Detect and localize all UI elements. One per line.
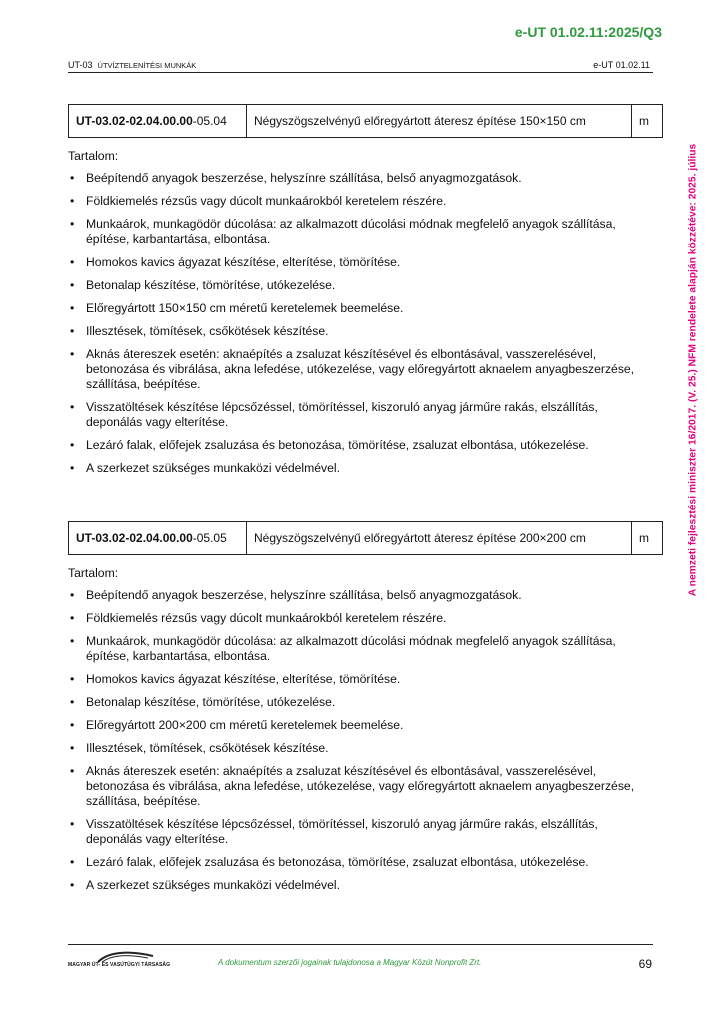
item-code: UT-03.02-02.04.00.00 (76, 114, 193, 128)
chapter-code: UT-03 (68, 60, 93, 70)
running-header-right: e-UT 01.02.11 (593, 60, 650, 70)
contents-label: Tartalom: (68, 149, 119, 163)
document-code: e-UT 01.02.11:2025/Q3 (514, 24, 662, 40)
list-item: • Földkiemelés rézsűs vagy dúcolt munkaárokból keretelem részére. (68, 611, 656, 626)
list-item: • Munkaárok, munkagödör dúcolása: az alkalmazott dúcolási módnak megfelelő anyagok szállítása, építése, karbantartása, elbontása. (68, 217, 656, 247)
list-item: • Illesztések, tömítések, csőkötések készítése. (68, 324, 656, 339)
list-item: • Beépítendő anyagok beszerzése, helyszínre szállítása, belső anyagmozgatások. (68, 588, 656, 603)
contents-list (68, 171, 663, 476)
running-header-left (68, 60, 196, 70)
item-code-suffix: -05.05 (192, 531, 227, 545)
header-divider (68, 72, 653, 73)
item-section-1 (68, 104, 663, 476)
list-item: • Homokos kavics ágyazat készítése, elterítése, tömörítése. (68, 672, 656, 687)
list-item: • Betonalap készítése, tömörítése, utókezelése. (68, 278, 656, 293)
item-code-suffix: -05.04 (192, 114, 227, 128)
item-section-2 (68, 521, 663, 893)
item-code-cell (69, 522, 247, 555)
item-title: Négyszögszelvényű előregyártott áteresz építése 150×150 cm (247, 105, 632, 138)
page-number: 69 (638, 957, 652, 971)
list-item: • Visszatöltések készítése lépcsőzéssel, tömörítéssel, kiszoruló anyag járműre rakás, elszállítás, deponálás vagy elterítése. (68, 400, 656, 430)
side-publication-text: A nemzeti fejlesztési miniszter 16/2017. (V. 25.) NFM rendelete alapján közzétéve: 2025. július (687, 143, 699, 597)
item-header-table (68, 104, 663, 138)
company-logo (68, 950, 171, 972)
list-item: • Földkiemelés rézsűs vagy dúcolt munkaárokból keretelem részére. (68, 194, 656, 209)
list-item: • Betonalap készítése, tömörítése, utókezelése. (68, 695, 656, 710)
copyright-note: A dokumentum szerzői jogainak tulajdonosa a Magyar Közút Nonprofit Zrt. (218, 958, 482, 967)
list-item: • Munkaárok, munkagödör dúcolása: az alkalmazott dúcolási módnak megfelelő anyagok szállítása, építése, karbantartása, elbontása. (68, 634, 656, 664)
item-unit: m (632, 522, 663, 555)
list-item: • Beépítendő anyagok beszerzése, helyszínre szállítása, belső anyagmozgatások. (68, 171, 656, 186)
list-item: • Homokos kavics ágyazat készítése, elterítése, tömörítése. (68, 255, 656, 270)
side-publication-note (683, 100, 703, 640)
list-item: • Előregyártott 150×150 cm méretű keretelemek beemelése. (68, 301, 656, 316)
item-title: Négyszögszelvényű előregyártott áteresz építése 200×200 cm (247, 522, 632, 555)
list-item: • Aknás átereszek esetén: aknaépítés a zsaluzat készítésével és elbontásával, vasszerelésével, betonozása és vibrálása, akna lefedése, utókezelése, vagy előregyártott aknaelem anyagbeszerzése, szállítása, beépítése. (68, 764, 656, 809)
list-item: • Aknás átereszek esetén: aknaépítés a zsaluzat készítésével és elbontásával, vasszerelésével, betonozása és vibrálása, akna lefedése, utókezelése, vagy előregyártott aknaelem anyagbeszerzése, szállítása, beépítése. (68, 347, 656, 392)
footer-divider (68, 944, 653, 945)
list-item: • Lezáró falak, előfejek zsaluzása és betonozása, tömörítése, zsaluzat elbontása, utókezelése. (68, 438, 656, 453)
list-item: • Lezáró falak, előfejek zsaluzása és betonozása, tömörítése, zsaluzat elbontása, utókezelése. (68, 855, 656, 870)
item-code: UT-03.02-02.04.00.00 (76, 531, 193, 545)
chapter-title: ÚTVÍZTELENÍTÉSI MUNKÁK (97, 61, 197, 70)
list-item: • A szerkezet szükséges munkaközi védelmével. (68, 461, 656, 476)
list-item: • Előregyártott 200×200 cm méretű keretelemek beemelése. (68, 718, 656, 733)
item-unit: m (632, 105, 663, 138)
list-item: • Visszatöltések készítése lépcsőzéssel, tömörítéssel, kiszoruló anyag járműre rakás, elszállítás, deponálás vagy elterítése. (68, 817, 656, 847)
list-item: • Illesztések, tömítések, csőkötések készítése. (68, 741, 656, 756)
contents-label: Tartalom: (68, 566, 119, 580)
item-header-table (68, 521, 663, 555)
item-code-cell (69, 105, 247, 138)
list-item: • A szerkezet szükséges munkaközi védelmével. (68, 878, 656, 893)
contents-list (68, 588, 663, 893)
logo-text: MAGYAR ÚT- ÉS VASÚTÜGYI TÁRSASÁG (68, 962, 171, 968)
